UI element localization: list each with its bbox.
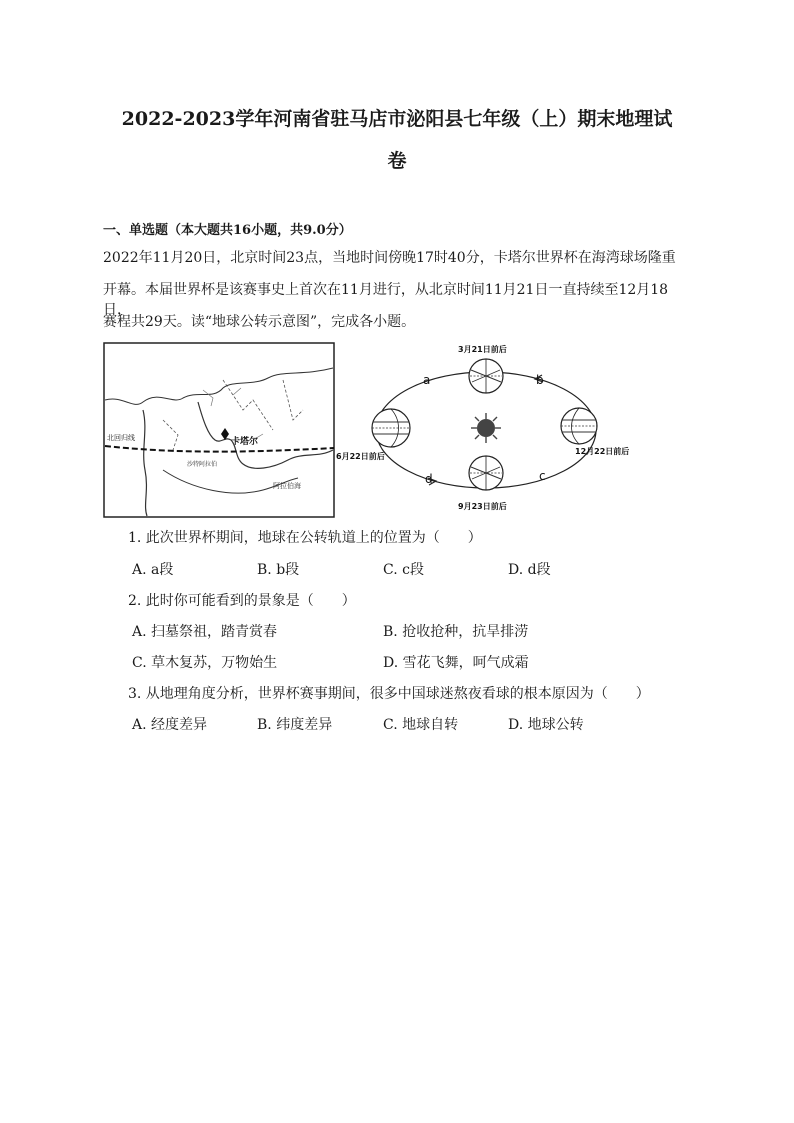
map-label-peninsula: 沙特阿拉伯 — [187, 461, 218, 468]
orbit-segment-b: b — [536, 373, 544, 387]
orbit-segment-c: c — [539, 469, 546, 483]
orbit-label-left: 6月22日前后 — [336, 452, 385, 461]
question-2-stem: 2. 此时你可能看到的景象是（ ） — [128, 593, 356, 609]
figure — [103, 340, 663, 520]
question-1-option-c: C. c段 — [383, 562, 424, 578]
map-border — [104, 343, 334, 517]
orbit-segment-d: d — [425, 472, 433, 486]
question-1-option-d: D. d段 — [508, 562, 551, 578]
passage-line-3: 赛程共29天。读“地球公转示意图”，完成各小题。 — [103, 314, 416, 330]
earth-left-icon — [372, 409, 410, 447]
document-title-line1: 2022-2023学年河南省驻马店市泌阳县七年级（上）期末地理试 — [121, 108, 673, 130]
question-2-option-a: A. 扫墓祭祖，踏青赏春 — [132, 624, 278, 640]
question-3-option-a: A. 经度差异 — [132, 717, 208, 733]
map-panel — [104, 343, 334, 517]
map-label-country: 卡塔尔 — [231, 437, 259, 447]
question-3-option-d: D. 地球公转 — [508, 717, 584, 733]
question-2-option-d: D. 雪花飞舞，呵气成霜 — [383, 655, 529, 671]
orbit-segment-a: a — [423, 373, 431, 387]
earth-top-icon — [469, 359, 503, 393]
orbit-label-top: 3月21日前后 — [458, 345, 507, 354]
question-2-option-b: B. 抢收抢种，抗旱排涝 — [383, 624, 529, 640]
question-2-option-c: C. 草木复苏，万物始生 — [132, 655, 278, 671]
sun-icon — [471, 413, 501, 443]
question-1-option-a: A. a段 — [132, 562, 174, 578]
document-title-line2: 卷 — [387, 150, 407, 172]
question-3-option-b: B. 纬度差异 — [257, 717, 333, 733]
earth-bottom-icon — [469, 456, 503, 490]
map-label-tropic: 北回归线 — [107, 434, 135, 442]
earth-right-icon — [561, 408, 597, 444]
orbit-label-right: 12月22日前后 — [575, 447, 630, 456]
figure-svg — [103, 340, 663, 520]
question-3-stem: 3. 从地理角度分析，世界杯赛事期间，很多中国球迷熬夜看球的根本原因为（ ） — [128, 686, 650, 702]
orbit-diagram — [336, 344, 629, 511]
section-heading: 一、单选题（本大题共16小题，共9.0分） — [103, 223, 352, 238]
passage-line-1: 2022年11月20日，北京时间23点，当地时间傍晚17时40分，卡塔尔世界杯在海湾球场隆重 — [103, 250, 676, 266]
passage-line-2: 开幕。本届世界杯是该赛事史上首次在11月进行，从北京时间11月21日一直持续至12月18日， — [103, 282, 669, 318]
orbit-label-bottom: 9月23日前后 — [458, 502, 507, 511]
question-3-option-c: C. 地球自转 — [383, 717, 459, 733]
question-1-stem: 1. 此次世界杯期间，地球在公转轨道上的位置为（ ） — [128, 530, 482, 546]
map-label-sea: 阿拉伯海 — [273, 482, 301, 490]
question-1-option-b: B. b段 — [257, 562, 300, 578]
